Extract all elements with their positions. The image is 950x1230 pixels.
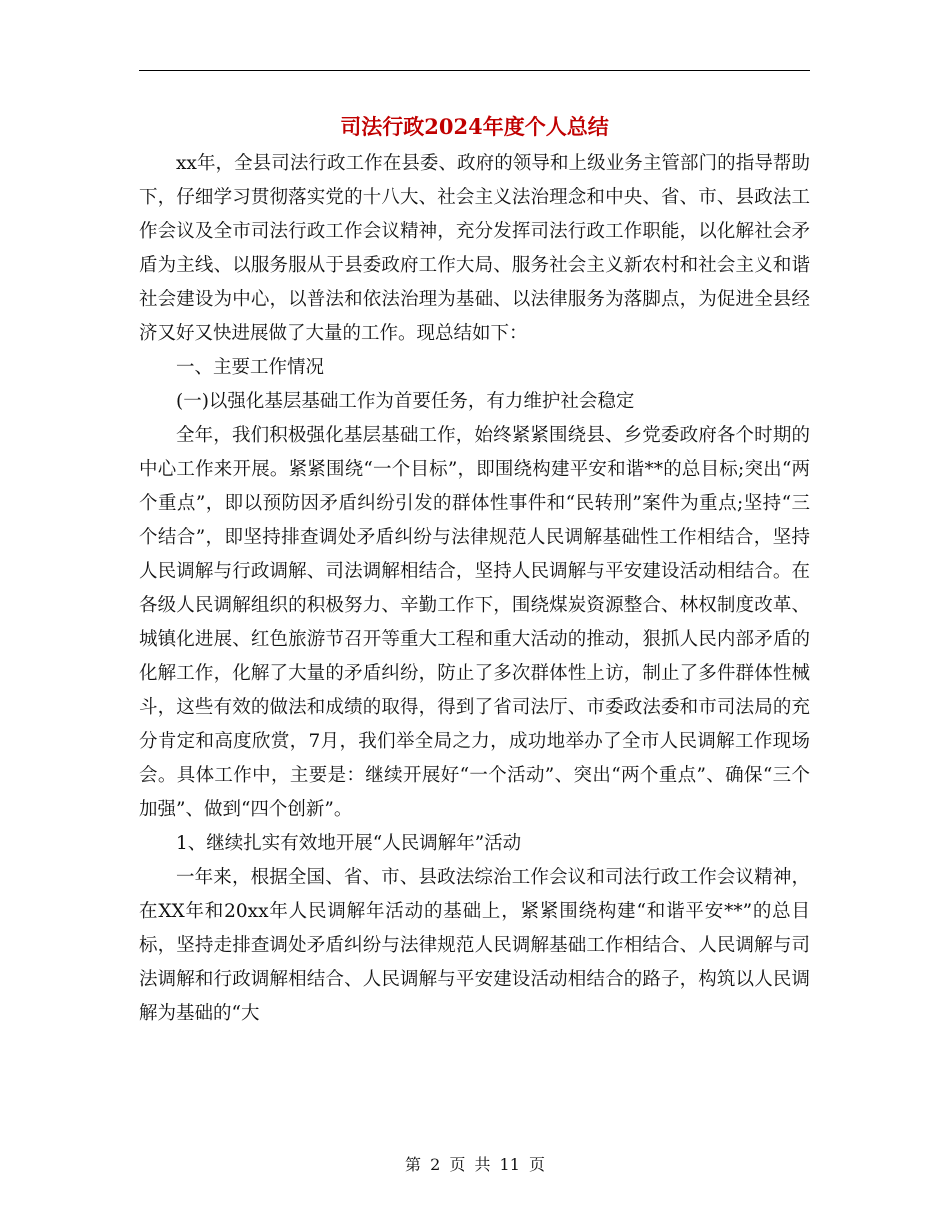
page-footer: 第 2 页 共 11 页 <box>405 1155 545 1174</box>
paragraph-body-2: 一年来，根据全国、省、市、县政法综治工作会议和司法行政工作会议精神，在XX年和20xx年人民调解年活动的基础上，紧紧围绕构建“和谐平安**”的总目标，坚持走排查调处矛盾纠纷与法律规范人民调解基础工作相结合、人民调解与司法调解和行政调解相结合、人民调解与平安建设活动相结合的路子，构筑以人民调解为基础的“大 <box>139 867 810 1024</box>
paragraph-body-1: 全年，我们积极强化基层基础工作，始终紧紧围绕县、乡党委政府各个时期的中心工作来开展。紧紧围绕“一个目标”，即围绕构建平安和谐**的总目标;突出“两个重点”，即以预防因矛盾纠纷引发的群体性事件和“民转刑”案件为重点;坚持“三个结合”，即坚持排查调处矛盾纠纷与法律规范人民调解基础性工作相结合，坚持人民调解与行政调解、司法调解相结合，坚持人民调解与平安建设活动相结合。在各级人民调解组织的积极努力、辛勤工作下，围绕煤炭资源整合、林权制度改革、城镇化进展、红色旅游节召开等重大工程和重大活动的推动，狠抓人民内部矛盾的化解工作，化解了大量的矛盾纠纷，防止了多次群体性上访，制止了多件群体性械斗，这些有效的做法和成绩的取得，得到了省司法厅、市委政法委和市司法局的充分肯定和高度欣赏，7月，我们举全局之力，成功地举办了全市人民调解工作现场会。具体工作中，主要是：继续开展好“一个活动”、突出“两个重点”、确保“三个加强”、做到“四个创新”。 <box>139 425 810 820</box>
document-title: 司法行政2024年度个人总结 <box>340 114 609 139</box>
paragraph-intro: xx年，全县司法行政工作在县委、政府的领导和上级业务主管部门的指导帮助下，仔细学习贯彻落实党的十八大、社会主义法治理念和中央、省、市、县政法工作会议及全市司法行政工作会议精神，充分发挥司法行政工作职能，以化解社会矛盾为主线、以服务服从于县委政府工作大局、服务社会主义新农村和社会主义和谐社会建设为中心，以普法和依法治理为基础、以法律服务为落脚点，为促进全县经济又好又快进展做了大量的工作。现总结如下： <box>139 153 810 344</box>
subsection-heading-1: (一)以强化基层基础工作为首要任务，有力维护社会稳定 <box>176 391 635 412</box>
section-heading-1: 一、主要工作情况 <box>176 357 325 378</box>
header-rule <box>139 70 810 71</box>
item-heading-1: 1、继续扎实有效地开展“人民调解年”活动 <box>176 833 522 854</box>
document-body <box>139 147 810 1031</box>
